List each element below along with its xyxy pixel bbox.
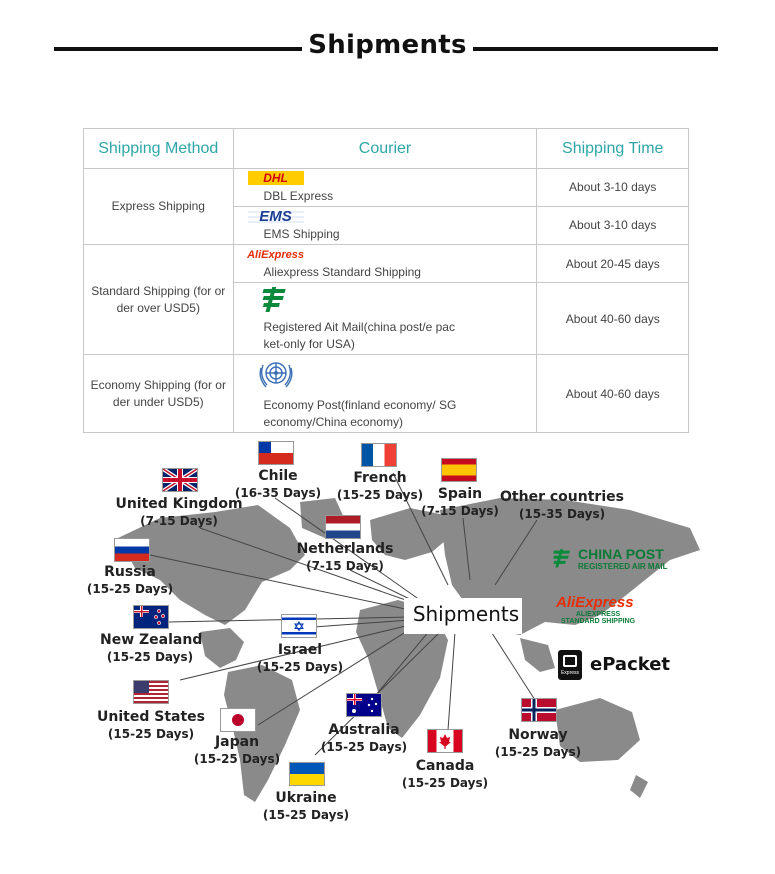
netherlands-flag-icon (325, 515, 361, 539)
aliexpress-sub1: ALIEXPRESS (575, 611, 621, 618)
courier-cell (233, 206, 537, 244)
spain-flag-icon (441, 458, 477, 482)
country-label-new-zealand: New Zealand (15-25 Days) (100, 632, 203, 664)
time-cell: About 3-10 days (537, 206, 689, 244)
country-label-other-countries: Other countries (15-35 Days) (500, 489, 624, 521)
courier-name: EMS Shipping (263, 226, 340, 241)
canada-flag-icon (427, 729, 463, 753)
aliexpress-logo: AliExpress (247, 248, 304, 261)
country-label-norway: Norway (15-25 Days) (494, 727, 582, 759)
courier-name: Registered Ait Mail(china post/e pac ket-only for USA) (263, 320, 455, 352)
map-center-label: Shipments (412, 602, 520, 626)
china-post-sub: REGISTERED AIR MAIL (578, 562, 668, 571)
aliexpress-sub2: STANDARD SHIPPING (560, 618, 636, 625)
courier-name: Aliexpress Standard Shipping (263, 265, 421, 280)
country-label-spain: Spain (7-15 Days) (421, 486, 499, 518)
courier-cell (233, 169, 537, 207)
time-cell: About 3-10 days (537, 169, 689, 207)
epacket-badge-icon: Express (558, 650, 582, 680)
page-title: Shipments (0, 30, 775, 60)
new-zealand-flag-icon (133, 605, 169, 629)
norway-flag-icon (521, 698, 557, 722)
country-label-chile: Chile (16-35 Days) (234, 468, 322, 500)
france-flag-icon (361, 443, 397, 467)
shipping-table (83, 128, 689, 433)
time-cell: About 40-60 days (537, 283, 689, 355)
china-post-icon (552, 547, 574, 569)
dhl-logo: DHL (248, 171, 304, 185)
country-label-united-kingdom: United Kingdom (7-15 Days) (115, 496, 243, 528)
israel-flag-icon (281, 614, 317, 638)
chile-flag-icon (258, 441, 294, 465)
epacket-name: ePacket (590, 654, 671, 675)
uk-flag-icon (162, 468, 198, 492)
country-label-australia: Australia (15-25 Days) (320, 722, 408, 754)
country-label-russia: Russia (15-25 Days) (86, 564, 174, 596)
country-label-japan: Japan (15-25 Days) (193, 734, 281, 766)
table-row (84, 169, 689, 207)
courier-name: DBL Express (263, 188, 334, 203)
japan-flag-icon (220, 708, 256, 732)
time-cell: About 40-60 days (537, 355, 689, 433)
china-post-name: CHINA POST (578, 546, 664, 562)
country-label-israel: Israel (15-25 Days) (256, 642, 344, 674)
method-cell: Express Shipping (84, 169, 234, 245)
russia-flag-icon (114, 538, 150, 562)
ems-logo: EMS (248, 208, 304, 226)
australia-flag-icon (346, 693, 382, 717)
courier-name: Economy Post(finland economy/ SG economy/China economy) (263, 398, 457, 430)
country-label-netherlands: Netherlands (7-15 Days) (296, 541, 394, 573)
table-header-row (84, 129, 689, 169)
method-cell: Standard Shipping (for or der over USD5) (84, 244, 234, 354)
aliexpress-name: AliExpress (556, 594, 634, 611)
country-label-french: French (15-25 Days) (336, 470, 424, 502)
table-row (84, 244, 689, 282)
courier-cell (233, 244, 537, 282)
country-label-ukraine: Ukraine (15-25 Days) (262, 790, 350, 822)
epacket-carrier-logo (558, 650, 671, 682)
header-courier: Courier (233, 129, 537, 169)
courier-cell (233, 283, 537, 355)
china-post-logo (261, 284, 291, 314)
time-cell: About 20-45 days (537, 244, 689, 282)
header-shipping-time: Shipping Time (537, 129, 689, 169)
method-cell: Economy Shipping (for or der under USD5) (84, 355, 234, 433)
header-shipping-method: Shipping Method (84, 129, 234, 169)
country-label-united-states: United States (15-25 Days) (97, 709, 205, 741)
ukraine-flag-icon (289, 762, 325, 786)
us-flag-icon (133, 680, 169, 704)
aliexpress-carrier-logo (556, 594, 656, 625)
un-logo (255, 356, 297, 392)
country-label-canada: Canada (15-25 Days) (401, 758, 489, 790)
